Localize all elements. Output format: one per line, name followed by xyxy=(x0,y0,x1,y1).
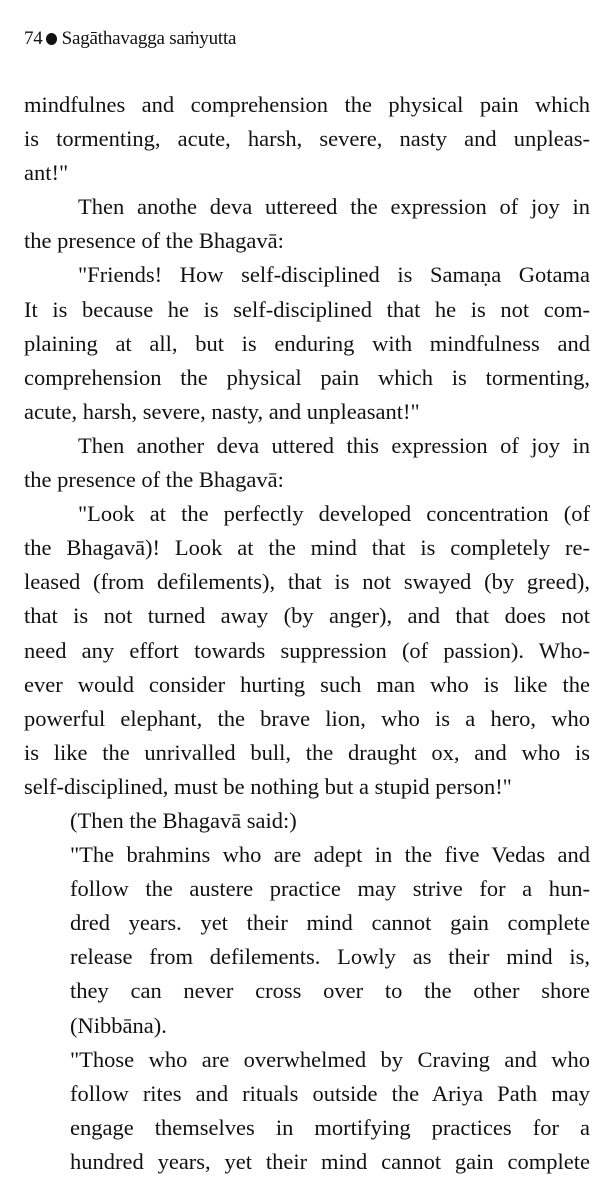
bullet-icon xyxy=(46,33,57,45)
text-line: the presence of the Bhagavā: xyxy=(24,228,284,254)
text-line: that is not turned away (by anger), and that does not xyxy=(24,603,590,629)
text-line: leased (from defilements), that is not swayed (by greed), xyxy=(24,569,590,595)
text-line: is like the unrivalled bull, the draught ox, and who is xyxy=(24,739,590,765)
verse-line: follow the austere practice may strive for a hun- xyxy=(70,876,590,902)
text-line: comprehension the physical pain which is tormenting, xyxy=(24,364,590,390)
text-line: (Then the Bhagavā said:) xyxy=(70,807,297,833)
verse-line: "Those who are overwhelmed by Craving and who xyxy=(70,1046,590,1072)
verse-line: engage themselves in mortifying practices for a xyxy=(70,1114,590,1140)
text-line: Then another deva uttered this expression of joy in xyxy=(78,432,590,458)
text-line: the Bhagavā)! Look at the mind that is completely re- xyxy=(24,535,590,561)
text-line: the presence of the Bhagavā: xyxy=(24,467,284,493)
text-line: plaining at all, but is enduring with mindfulness and xyxy=(24,330,590,356)
text-line: self-disciplined, must be nothing but a stupid person!" xyxy=(24,773,512,799)
verse-line: hundred years, yet their mind cannot gain complete xyxy=(70,1148,590,1174)
text-line: ever would consider hurting such man who is like the xyxy=(24,671,590,697)
page-number: 74 xyxy=(24,28,43,49)
text-line: is tormenting, acute, harsh, severe, nasty and unpleas- xyxy=(24,126,590,152)
verse-line: (Nibbāna). xyxy=(70,1012,167,1038)
running-title: Sagāthavagga saṁyutta xyxy=(61,28,237,49)
page-body xyxy=(24,88,590,1179)
verse-line: they can never cross over to the other shore xyxy=(70,978,590,1004)
text-line: Then anothe deva uttereed the expression of joy in xyxy=(78,194,590,220)
verse-line: dred years. yet their mind cannot gain complete xyxy=(70,910,590,936)
text-line: acute, harsh, severe, nasty, and unpleasant!" xyxy=(24,398,420,424)
text-line: It is because he is self-disciplined that he is not com- xyxy=(24,296,590,322)
text-line: "Look at the perfectly developed concentration (of xyxy=(78,501,590,527)
text-line: powerful elephant, the brave lion, who is a hero, who xyxy=(24,705,590,731)
text-line: need any effort towards suppression (of passion). Who- xyxy=(24,637,590,663)
text-line: ant!" xyxy=(24,160,69,186)
text-line: "Friends! How self-disciplined is Samaṇa Gotama xyxy=(78,262,590,288)
text-line: mindfulnes and comprehension the physical pain which xyxy=(24,92,590,117)
verse-line: release from defilements. Lowly as their mind is, xyxy=(70,944,590,970)
verse-line: "The brahmins who are adept in the five Vedas and xyxy=(70,842,590,868)
running-header xyxy=(24,28,236,50)
verse-line: follow rites and rituals outside the Ariya Path may xyxy=(70,1080,590,1106)
